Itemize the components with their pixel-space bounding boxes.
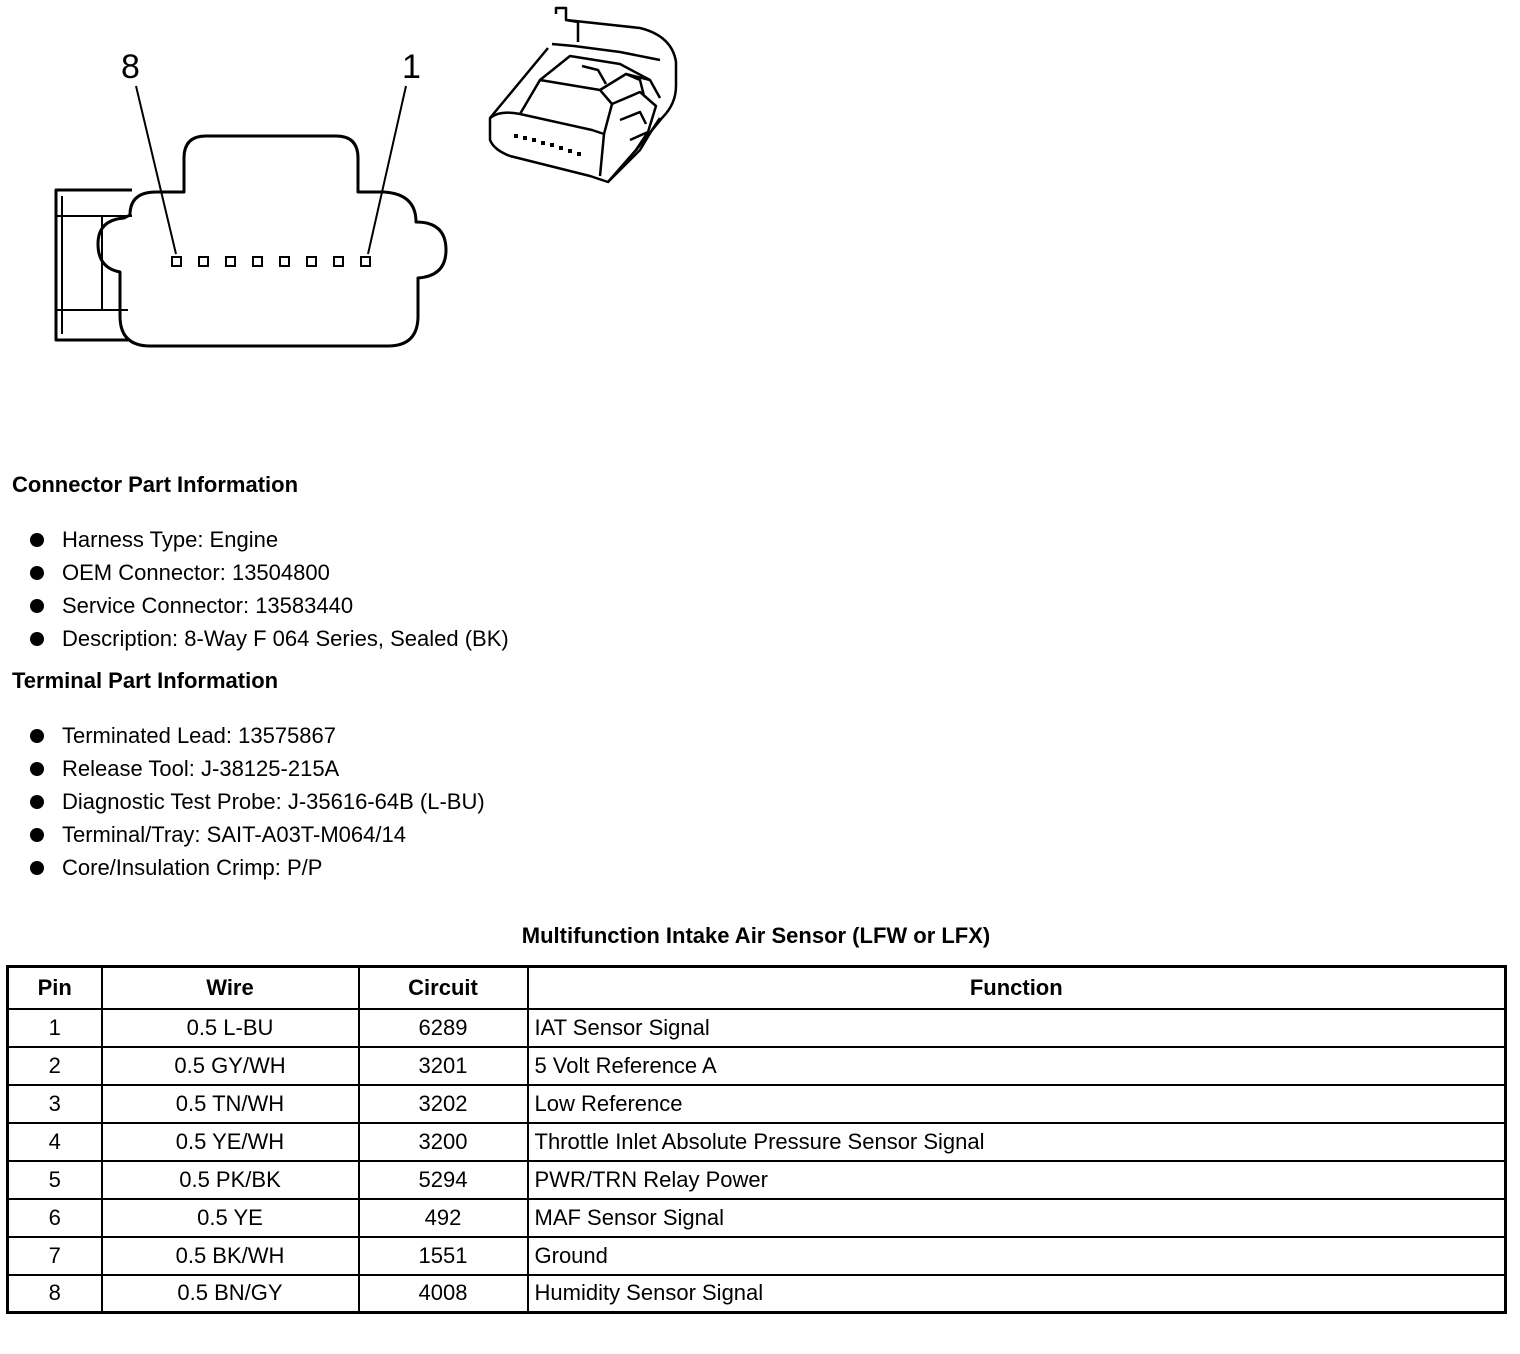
pin-label-1: 1 — [402, 48, 421, 86]
cavity-3 — [307, 257, 316, 266]
list-item: Harness Type: Engine — [30, 527, 509, 560]
cell-pin: 5 — [8, 1161, 102, 1199]
cell-wire: 0.5 YE/WH — [102, 1123, 359, 1161]
cell-pin: 3 — [8, 1085, 102, 1123]
cell-wire: 0.5 YE — [102, 1199, 359, 1237]
cavity-5 — [253, 257, 262, 266]
cell-circuit: 6289 — [359, 1009, 528, 1047]
connector-info-title: Connector Part Information — [12, 472, 299, 497]
table-row — [8, 1009, 1506, 1047]
cavity-4 — [280, 257, 289, 266]
table-row — [8, 1237, 1506, 1275]
cell-wire: 0.5 BK/WH — [102, 1237, 359, 1275]
cell-function: Throttle Inlet Absolute Pressure Sensor Signal — [528, 1123, 1506, 1161]
cell-pin: 7 — [8, 1237, 102, 1275]
connector-info-list — [30, 527, 509, 659]
cell-circuit: 5294 — [359, 1161, 528, 1199]
pinout-table — [6, 965, 1507, 1314]
connector-face-drawing — [0, 0, 720, 440]
cell-pin: 6 — [8, 1199, 102, 1237]
bullet-icon — [30, 533, 44, 547]
bullet-icon — [30, 729, 44, 743]
bullet-icon — [30, 861, 44, 875]
table-row — [8, 1123, 1506, 1161]
table-row — [8, 1275, 1506, 1313]
cell-pin: 4 — [8, 1123, 102, 1161]
cell-pin: 1 — [8, 1009, 102, 1047]
list-item: Terminal/Tray: SAIT-A03T-M064/14 — [30, 822, 485, 855]
connector-iso-drawing — [490, 8, 676, 182]
connector-diagram — [0, 0, 720, 440]
bullet-icon — [30, 566, 44, 580]
pin-label-8: 8 — [121, 48, 140, 86]
cell-pin: 2 — [8, 1047, 102, 1085]
table-header-row — [8, 967, 1506, 1009]
list-item: Release Tool: J-38125-215A — [30, 756, 485, 789]
bullet-icon — [30, 762, 44, 776]
bullet-icon — [30, 632, 44, 646]
cell-wire: 0.5 L-BU — [102, 1009, 359, 1047]
cavity-7 — [199, 257, 208, 266]
table-title: Multifunction Intake Air Sensor (LFW or LFX) — [521, 923, 991, 948]
pin-cavities — [172, 257, 370, 266]
cell-function: Low Reference — [528, 1085, 1506, 1123]
cell-wire: 0.5 GY/WH — [102, 1047, 359, 1085]
cavity-6 — [226, 257, 235, 266]
list-item: Terminated Lead: 13575867 — [30, 723, 485, 756]
cell-circuit: 3201 — [359, 1047, 528, 1085]
cell-wire: 0.5 BN/GY — [102, 1275, 359, 1313]
list-item: OEM Connector: 13504800 — [30, 560, 509, 593]
cell-function: Humidity Sensor Signal — [528, 1275, 1506, 1313]
cell-function: Ground — [528, 1237, 1506, 1275]
cell-function: MAF Sensor Signal — [528, 1199, 1506, 1237]
bullet-icon — [30, 795, 44, 809]
table-row — [8, 1047, 1506, 1085]
table-row — [8, 1199, 1506, 1237]
list-item: Description: 8-Way F 064 Series, Sealed (BK) — [30, 626, 509, 659]
cell-circuit: 4008 — [359, 1275, 528, 1313]
cell-pin: 8 — [8, 1275, 102, 1313]
cell-circuit: 3202 — [359, 1085, 528, 1123]
bullet-icon — [30, 828, 44, 842]
cell-function: 5 Volt Reference A — [528, 1047, 1506, 1085]
cell-circuit: 3200 — [359, 1123, 528, 1161]
terminal-info-title: Terminal Part Information — [12, 668, 279, 693]
iso-cavity-dots — [514, 134, 581, 156]
table-row — [8, 1085, 1506, 1123]
cell-function: PWR/TRN Relay Power — [528, 1161, 1506, 1199]
header-pin: Pin — [8, 967, 102, 1009]
cell-wire: 0.5 TN/WH — [102, 1085, 359, 1123]
header-function: Function — [528, 967, 1506, 1009]
list-item: Core/Insulation Crimp: P/P — [30, 855, 485, 888]
bullet-icon — [30, 599, 44, 613]
terminal-info-list — [30, 723, 485, 888]
cell-circuit: 1551 — [359, 1237, 528, 1275]
cell-circuit: 492 — [359, 1199, 528, 1237]
cell-wire: 0.5 PK/BK — [102, 1161, 359, 1199]
header-circuit: Circuit — [359, 967, 528, 1009]
list-item: Service Connector: 13583440 — [30, 593, 509, 626]
cell-function: IAT Sensor Signal — [528, 1009, 1506, 1047]
cavity-2 — [334, 257, 343, 266]
cavity-8 — [172, 257, 181, 266]
cavity-1 — [361, 257, 370, 266]
list-item: Diagnostic Test Probe: J-35616-64B (L-BU) — [30, 789, 485, 822]
header-wire: Wire — [102, 967, 359, 1009]
table-row — [8, 1161, 1506, 1199]
